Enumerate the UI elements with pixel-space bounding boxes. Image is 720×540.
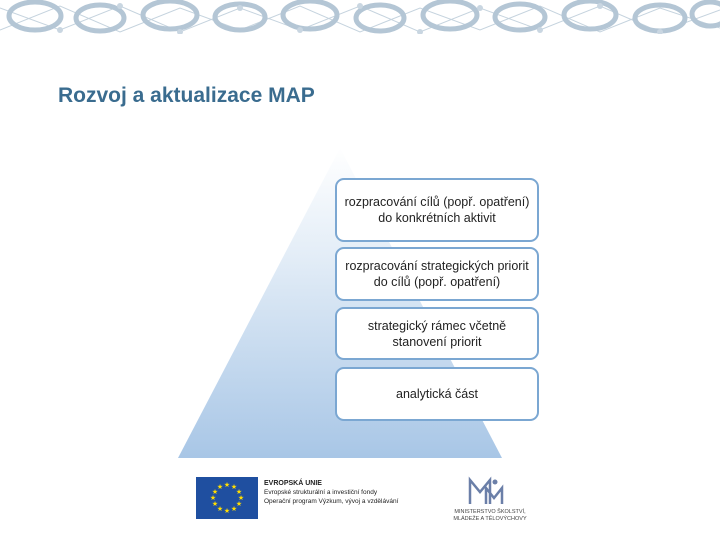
svg-text:★: ★ bbox=[211, 501, 219, 508]
svg-text:★: ★ bbox=[216, 506, 224, 513]
svg-text:★: ★ bbox=[237, 495, 245, 502]
svg-text:★: ★ bbox=[209, 495, 217, 502]
ministry-logo-line2: MLÁDEŽE A TĚLOVÝCHOVY bbox=[453, 516, 527, 522]
stage-1-label: rozpracování cílů (popř. opatření) do konkrétních aktivit bbox=[344, 195, 530, 225]
stage-2-label: rozpracování strategických priorit do cílů (popř. opatření) bbox=[345, 259, 529, 289]
pyramid-stage-1 bbox=[335, 178, 539, 242]
footer-logos bbox=[196, 474, 541, 522]
eu-logo-text bbox=[264, 479, 398, 506]
ministry-logo-text bbox=[442, 509, 538, 523]
eu-logo-line2: Operační program Výzkum, vývoj a vzdělávání bbox=[264, 498, 399, 505]
pyramid-stage-3 bbox=[335, 307, 539, 360]
svg-text:★: ★ bbox=[223, 508, 231, 515]
svg-text:★: ★ bbox=[230, 484, 238, 491]
ministry-logo-line1: MINISTERSTVO ŠKOLSTVÍ, bbox=[454, 509, 526, 515]
svg-text:★: ★ bbox=[211, 489, 219, 496]
svg-text:★: ★ bbox=[230, 506, 238, 513]
svg-text:★: ★ bbox=[235, 501, 243, 508]
eu-logo-title: EVROPSKÁ UNIE bbox=[264, 480, 322, 487]
stage-3-label: strategický rámec včetně stanovení priorit bbox=[367, 318, 507, 349]
stage-4-label: analytická část bbox=[396, 387, 478, 401]
svg-text:★: ★ bbox=[235, 489, 243, 496]
pyramid-stage-4 bbox=[335, 367, 539, 421]
svg-text:★: ★ bbox=[223, 482, 231, 489]
eu-logo-line1: Evropské strukturální a investiční fondy bbox=[264, 489, 378, 496]
svg-text:★: ★ bbox=[216, 484, 224, 491]
pyramid-stage-2 bbox=[335, 247, 539, 301]
slide-title: Rozvoj a aktualizace MAP bbox=[58, 84, 315, 107]
eu-flag-icon bbox=[196, 477, 258, 519]
